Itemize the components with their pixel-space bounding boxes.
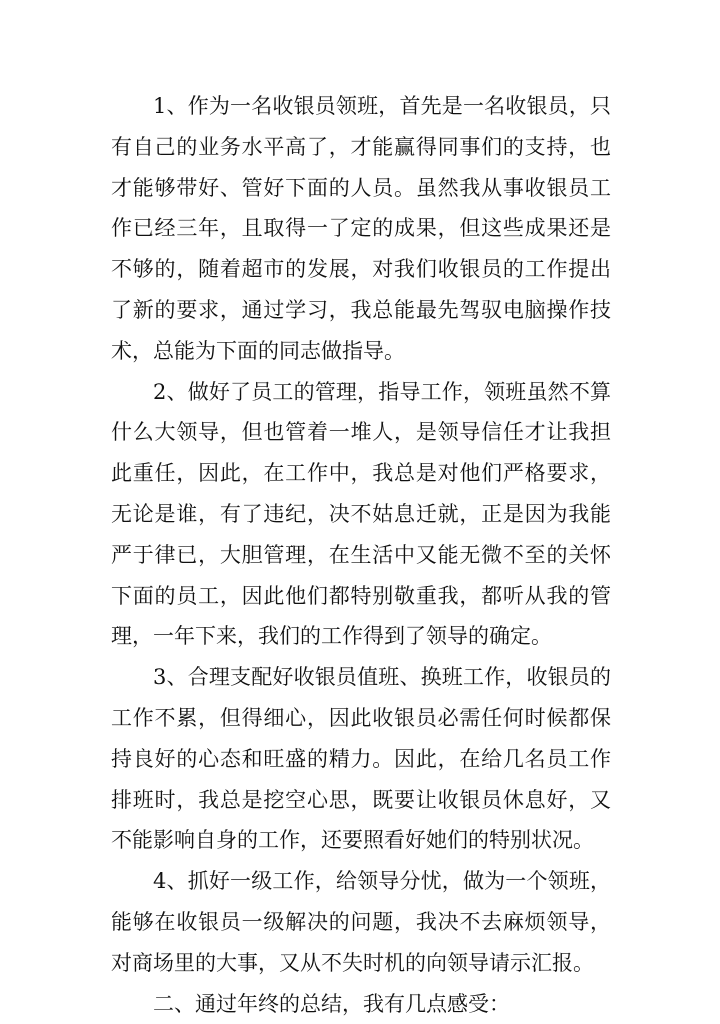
- section-heading-2: 二、通过年终的总结，我有几点感受：: [153, 991, 510, 1016]
- paragraph-4: 4、抓好一级工作，给领导分忧，做为一个领班，能够在收银员一级解决的问题，我决不去麻烦领导，对商场里的大事，又从不失时机的向领导请示汇报。: [111, 869, 611, 975]
- paragraph-2: 2、做好了员工的管理，指导工作，领班虽然不算什么大领导，但也管着一堆人，是领导信任才让我担此重任，因此，在工作中，我总是对他们严格要求，无论是谁，有了违纪，决不姑息迁就，正是因为我能严于律已，大胆管理，在生活中又能无微不至的关怀下面的员工，因此他们都特别敬重我，都听从我的管理，一年下来，我们的工作得到了领导的确定。: [111, 379, 611, 649]
- paragraph-1: 1、作为一名收银员领班，首先是一名收银员，只有自己的业务水平高了，才能赢得同事们的支持，也才能够带好、管好下面的人员。虽然我从事收银员工作已经三年，且取得一了定的成果，但这些成果还是不够的，随着超市的发展，对我们收银员的工作提出了新的要求，通过学习，我总能最先驾驭电脑操作技术，总能为下面的同志做指导。: [111, 94, 611, 363]
- document-body: [111, 86, 611, 1024]
- paragraph-3: 3、合理支配好收银员值班、换班工作，收银员的工作不累，但得细心，因此收银员必需任何时候都保持良好的心态和旺盛的精力。因此，在给几名员工作排班时，我总是挖空心思，既要让收银员休息好，又不能影响自身的工作，还要照看好她们的特别状况。: [111, 665, 611, 853]
